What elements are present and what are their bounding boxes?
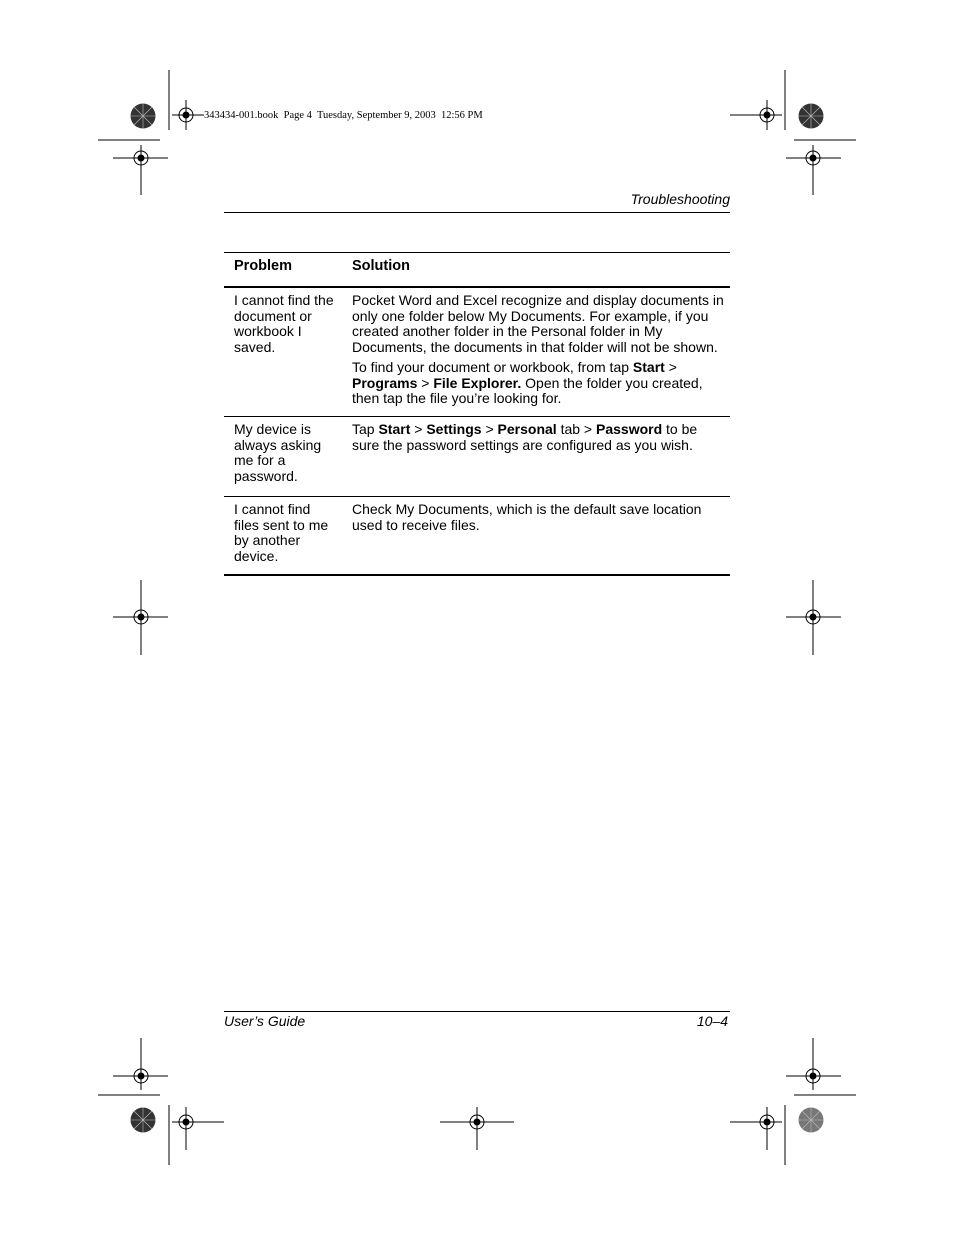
registration-target-icon: [113, 100, 841, 1150]
table-top-rule: [224, 252, 730, 253]
table-row-3-problem: I cannot find files sent to me by another device.: [234, 501, 329, 565]
table-row-3-solution: Check My Documents, which is the default save location used to receive files.: [352, 501, 702, 533]
footer-rule: [224, 1011, 730, 1012]
footer-title: User’s Guide: [224, 1013, 306, 1029]
table-row-1-solution: [352, 293, 724, 411]
row-divider: [224, 416, 730, 417]
column-header-solution: Solution: [352, 258, 410, 274]
page-number: 10–4: [696, 1013, 728, 1029]
running-head: Troubleshooting: [630, 191, 730, 207]
table-bottom-rule: [224, 574, 730, 576]
header-rule: [224, 212, 730, 213]
table-row-2-problem: My device is always asking me for a password.: [234, 421, 322, 485]
table-header-rule: [224, 286, 730, 288]
row-divider: [224, 496, 730, 497]
solution-paragraph: To find your document or workbook, from tap Start > Programs > File Explorer. Open the folder you created, then tap the file you’re looking for.: [352, 358, 703, 407]
table-row-1-problem: I cannot find the document or workbook I saved.: [234, 292, 334, 356]
solution-paragraph: Pocket Word and Excel recognize and display documents in only one folder below My Documents. For example, if you created another folder in the Personal folder in My Documents, the documents in that folder will not be shown.: [352, 292, 724, 356]
slug-line: 343434-001.book Page 4 Tuesday, September 9, 2003 12:56 PM: [204, 110, 483, 121]
table-row-2-solution: Tap Start > Settings > Personal tab > Password to be sure the password settings are configured as you wish.: [352, 421, 698, 453]
column-header-problem: Problem: [234, 258, 293, 274]
